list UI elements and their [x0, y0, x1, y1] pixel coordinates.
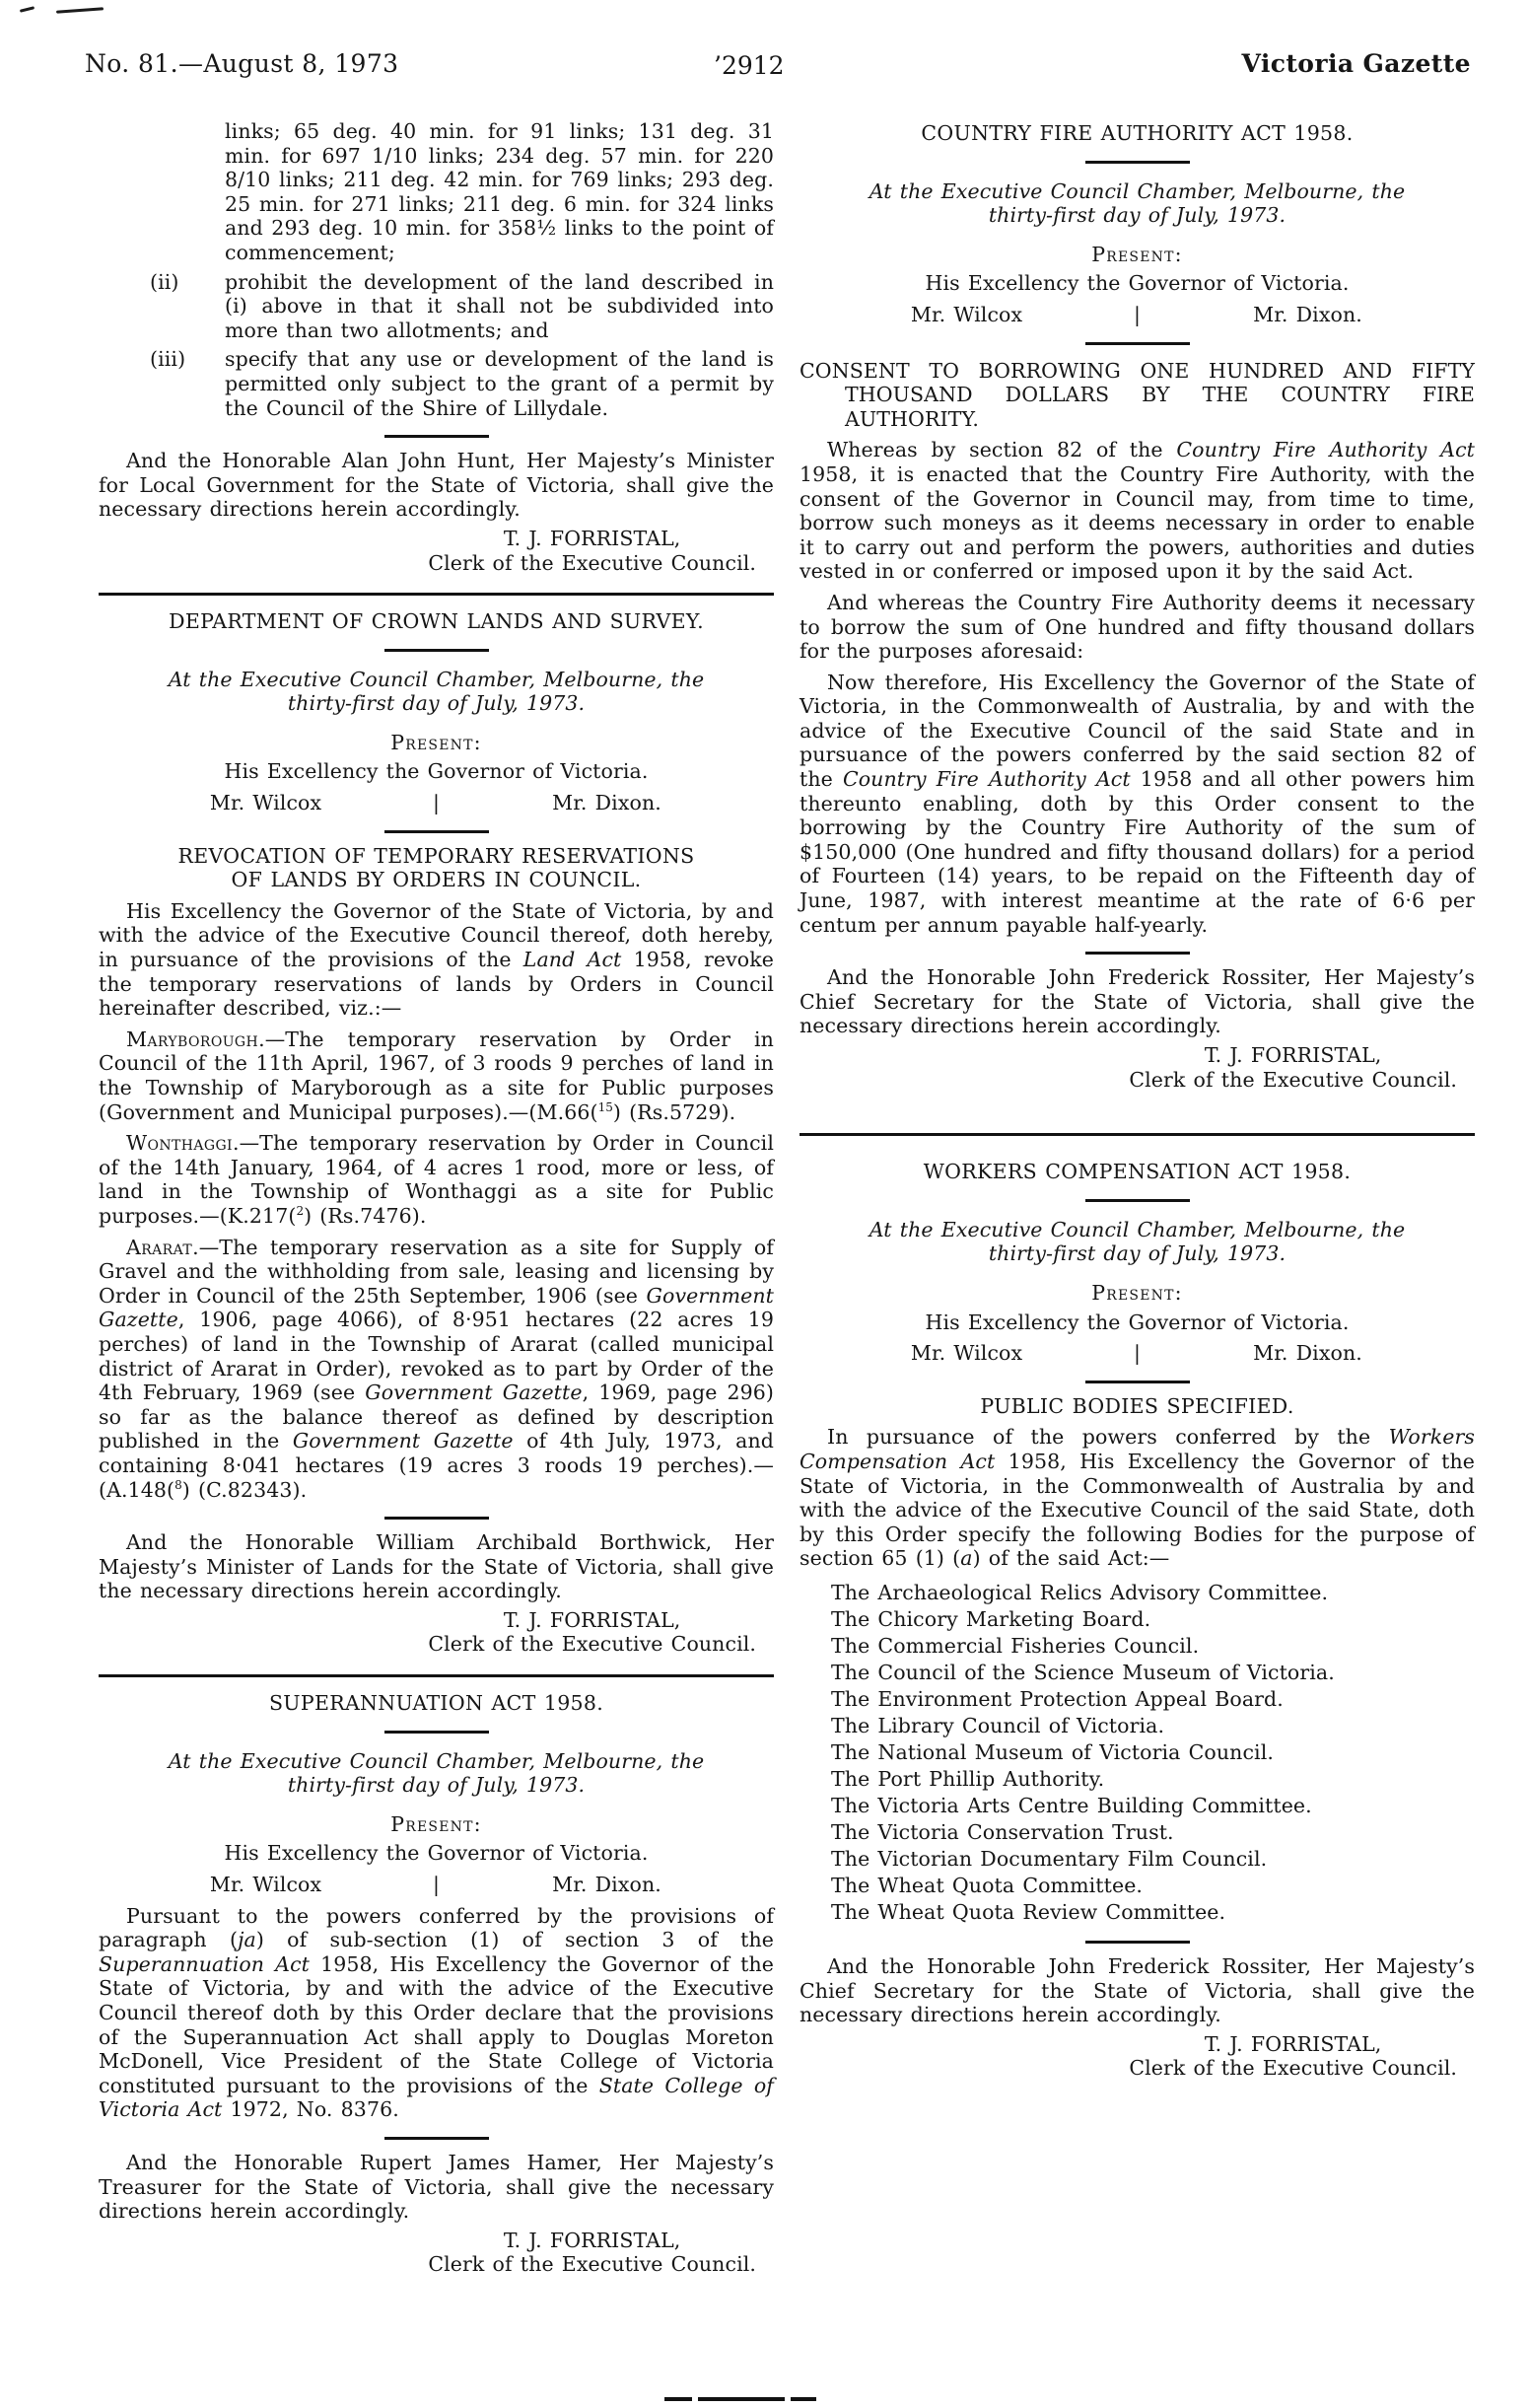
signature-title: Clerk of the Executive Council. — [428, 550, 756, 575]
signature-title: Clerk of the Executive Council. — [428, 2252, 756, 2277]
locality-name: Maryborough — [126, 1027, 259, 1051]
dateline — [99, 1749, 774, 1798]
signature-name: T. J. FORRISTAL, — [1204, 1043, 1382, 1067]
public-body-item: The Port Phillip Authority. — [831, 1766, 1105, 1791]
attendee-dixon: Mr. Dixon. — [1253, 302, 1362, 326]
text-run: , 1969, page 296) so far as the balance thereof as defined by description published in the — [99, 1381, 774, 1453]
present-line: His Excellency the Governor of Victoria. — [925, 1310, 1350, 1334]
italic-run: Superannuation Act — [99, 1951, 311, 1976]
italic-run: a — [960, 1546, 973, 1571]
dateline-line2: thirty-first day of July, 1973. — [988, 1241, 1287, 1266]
present-label: Present: — [1091, 1280, 1183, 1305]
superannuation-heading: SUPERANNUATION ACT 1958. — [268, 1691, 604, 1716]
public-body-item: The Council of the Science Museum of Victoria. — [831, 1660, 1335, 1684]
signature-name: T. J. FORRISTAL, — [1204, 2031, 1382, 2056]
revocation-intro-paragraph — [99, 899, 774, 1021]
hamer-direction-paragraph: And the Honorable Rupert James Hamer, Her Majesty’s Treasurer for the State of Victoria, shall give the necessary directions herein accordingly. — [99, 2150, 774, 2224]
hunt-direction-paragraph: And the Honorable Alan John Hunt, Her Majesty’s Minister for Local Government for the State of Victoria, shall give the necessary directions herein accordingly. — [99, 449, 774, 522]
dateline-line2: thirty-first day of July, 1973. — [287, 1773, 586, 1798]
text-run: 1958, revoke the temporary reservations of lands by Orders in Council hereinafter described, viz.:— — [99, 948, 774, 1021]
text-run: 1958, His Excellency the Governor of the State of Victoria, by and with the advice of the Executive Council thereof doth by this Order declare that the provisions of the Superannuation Act shall apply to Douglas Moreton McDonell, Vice President of the State College of Victoria constituted pursuant to the provisions of the — [99, 1951, 774, 2097]
signature-block — [800, 1043, 1475, 1092]
attendee-wilcox: Mr. Wilcox — [209, 1873, 322, 1897]
public-body-item: The Library Council of Victoria. — [831, 1713, 1165, 1737]
divider-short — [384, 830, 489, 833]
text-run: ) (Rs.7476). — [304, 1203, 427, 1228]
public-body-item: The Victoria Conservation Trust. — [831, 1819, 1174, 1844]
dateline — [800, 179, 1475, 228]
italic-run: Country Fire Authority Act — [1176, 438, 1475, 462]
present-label: Present: — [1091, 242, 1183, 266]
signature-block — [99, 1608, 774, 1657]
clause-ii-text: prohibit the development of the land described in (i) above in that it shall not be subdivided into more than two allotments; and — [225, 269, 774, 342]
present-label: Present: — [390, 730, 482, 754]
italic-run: Land Act — [522, 948, 622, 972]
wonthaggi-entry — [99, 1131, 774, 1228]
signature-block — [99, 527, 774, 575]
text-run: Whereas by section 82 of the — [827, 438, 1177, 462]
rossiter-direction-paragraph: And the Honorable John Frederick Rossiter, Her Majesty’s Chief Secretary for the State of Victoria, shall give the necessary directions herein accordingly. — [800, 965, 1475, 1038]
public-body-item: The Victoria Arts Centre Building Committee. — [831, 1793, 1312, 1817]
clause-iii — [150, 347, 774, 420]
crown-lands-heading: DEPARTMENT OF CROWN LANDS AND SURVEY. — [169, 609, 704, 634]
text-run: 1958, His Excellency the Governor of the State of Victoria, in the Commonwealth of Australia by and with the advice of the Executive Council of the said State, doth by this Order specify the following Bodies for the purpose of section 65 (1) ( — [800, 1449, 1475, 1571]
whereas-paragraph — [800, 438, 1475, 584]
signature-block — [99, 2229, 774, 2277]
superscript: 8 — [174, 1477, 182, 1492]
divider-short — [1085, 342, 1190, 345]
attendee-wilcox: Mr. Wilcox — [209, 791, 322, 815]
attendee-dixon: Mr. Dixon. — [552, 1873, 661, 1897]
survey-links-continuation: links; 65 deg. 40 min. for 91 links; 131 deg. 31 min. for 697 1/10 links; 234 deg. 57 min. for 220 8/10 links; 211 deg. 42 min. for 769 links; 293 deg. 25 min. for 271 links; 211 deg. 6 min. for 324 links and 293 deg. 10 min. for 358½ links to the point of commencement; — [225, 119, 774, 264]
public-body-item: The Chicory Marketing Board. — [831, 1606, 1151, 1631]
content-columns — [0, 78, 1530, 2277]
attendee-divider: | — [1134, 1341, 1142, 1366]
divider-short — [1085, 1199, 1190, 1202]
borthwick-direction-paragraph: And the Honorable William Archibald Borthwick, Her Majesty’s Minister of Lands for the State of Victoria, shall give the necessary directions herein accordingly. — [99, 1530, 774, 1603]
attendees-row — [800, 303, 1475, 327]
text-run: .—The temporary reservation by Order in Council of the 11th April, 1967, of 3 roods 9 perches of land in the Township of Maryborough as a site for Public purposes (Government and Municipal purposes).—(M.66( — [99, 1027, 774, 1124]
maryborough-entry — [99, 1027, 774, 1124]
signature-title: Clerk of the Executive Council. — [1129, 1067, 1457, 1092]
text-run: ) of sub-section (1) of section 3 of the — [255, 1928, 774, 1952]
ararat-entry — [99, 1236, 774, 1503]
locality-name: Wonthaggi — [126, 1131, 233, 1156]
signature-block — [800, 2032, 1475, 2081]
italic-run: State College of Victoria Act — [99, 2073, 774, 2122]
divider-short — [1085, 1381, 1190, 1383]
public-body-item: The Archaeological Relics Advisory Committee. — [831, 1580, 1329, 1604]
divider-short — [384, 649, 489, 652]
italic-run: Workers Compensation Act — [800, 1425, 1475, 1473]
attendee-divider: | — [1134, 302, 1142, 326]
superscript: 2 — [296, 1204, 305, 1219]
public-body-item: The Commercial Fisheries Council. — [831, 1633, 1200, 1658]
bottom-scan-dashes — [664, 2397, 816, 2401]
signature-name: T. J. FORRISTAL, — [503, 1607, 681, 1632]
public-body-item: The National Museum of Victoria Council. — [831, 1739, 1274, 1764]
text-run: 1958, it is enacted that the Country Fire Authority, with the consent of the Governor in Council may, from time to time, borrow such moneys as it deems necessary in order to enable it to carry out and perform the powers, authorities and duties vested in or conferred or imposed upon it by the said Act. — [800, 461, 1475, 584]
italic-run: Government Gazette — [99, 1283, 774, 1332]
now-therefore-paragraph — [800, 671, 1475, 938]
superannuation-order-paragraph — [99, 1904, 774, 2122]
page-header — [0, 0, 1530, 78]
section-divider — [99, 1674, 774, 1677]
divider-short — [384, 1731, 489, 1734]
issue-date: No. 81.—August 8, 1973 — [85, 49, 399, 78]
rossiter-direction-paragraph: And the Honorable John Frederick Rossiter, Her Majesty’s Chief Secretary for the State of Victoria, shall give the necessary directions herein accordingly. — [800, 1953, 1475, 2027]
attendee-wilcox: Mr. Wilcox — [910, 302, 1023, 326]
text-run: .—The temporary reservation by Order in Council of the 14th January, 1964, of 4 acres 1 rood, more or less, of land in the Township of Wonthaggi as a site for Public purposes.—(K.217( — [99, 1131, 774, 1228]
dateline — [99, 668, 774, 716]
workers-compensation-heading: WORKERS COMPENSATION ACT 1958. — [923, 1160, 1352, 1184]
present-line: His Excellency the Governor of Victoria. — [224, 1841, 649, 1866]
present-line: His Excellency the Governor of Victoria. — [925, 271, 1350, 296]
text-run: 1972, No. 8376. — [222, 2097, 399, 2122]
signature-title: Clerk of the Executive Council. — [428, 1632, 756, 1657]
dateline-line1: At the Executive Council Chamber, Melbourne, the — [168, 667, 705, 691]
left-column — [99, 119, 774, 2277]
publication-title: Victoria Gazette — [1241, 49, 1471, 78]
public-body-item: The Environment Protection Appeal Board. — [831, 1686, 1284, 1711]
dateline-line1: At the Executive Council Chamber, Melbourne, the — [168, 1748, 705, 1773]
public-bodies-intro — [800, 1425, 1475, 1571]
page-number: ’2912 — [714, 51, 785, 80]
attendee-dixon: Mr. Dixon. — [1253, 1341, 1362, 1366]
cfa-heading: COUNTRY FIRE AUTHORITY ACT 1958. — [921, 121, 1354, 145]
attendee-divider: | — [433, 1873, 441, 1897]
present-label: Present: — [390, 1811, 482, 1836]
dateline-line2: thirty-first day of July, 1973. — [287, 691, 586, 716]
italic-run: Government Gazette — [365, 1381, 583, 1405]
public-body-item: The Wheat Quota Committee. — [831, 1873, 1144, 1897]
dateline — [800, 1218, 1475, 1266]
divider-short — [1085, 1941, 1190, 1944]
italic-run: Government Gazette — [292, 1429, 514, 1453]
text-run: His Excellency the Governor of the State of Victoria, by and with the advice of the Executive Council thereof, doth hereby, in pursuance of the provisions of the — [99, 898, 774, 972]
text-run: , 1906, page 4066), of 8·951 hectares (22 acres 19 perches) of land in the Township of Ararat (called municipal district of Ararat in Order), revoked as to part by Order of the 4th February, 1969 (see — [99, 1308, 774, 1405]
and-whereas-paragraph: And whereas the Country Fire Authority deems it necessary to borrow the sum of One hundred and fifty thousand dollars for the purposes aforesaid: — [800, 590, 1475, 664]
clause-ii-label: (ii) — [150, 269, 179, 294]
text-run: ) (Rs.5729). — [612, 1099, 736, 1124]
consent-borrowing-heading: CONSENT TO BORROWING ONE HUNDRED AND FIFTY THOUSAND DOLLARS BY THE COUNTRY FIRE AUTHORITY. — [800, 358, 1475, 431]
text-run: 1958 and all other powers him thereunto enabling, doth by this Order consent to the borrowing by the Country Fire Authority of the sum of $150,000 (One hundred and fifty thousand dollars) for a period of Fourteen (14) years, to be repaid on the Fifteenth day of June, 1987, with interest meantime at the rate of 6·6 per centum per annum payable half-yearly. — [800, 767, 1475, 937]
italic-run: ja — [238, 1928, 256, 1952]
clause-ii — [150, 269, 774, 343]
revocation-heading: REVOCATION OF TEMPORARY RESERVATIONS OF LANDS BY ORDERS IN COUNCIL. — [177, 843, 695, 892]
attendees-row — [99, 791, 774, 815]
public-body-item: The Victorian Documentary Film Council. — [831, 1846, 1268, 1871]
divider-short — [384, 1517, 489, 1520]
text-run: In pursuance of the powers conferred by the — [827, 1425, 1389, 1450]
dateline-line1: At the Executive Council Chamber, Melbourne, the — [869, 1217, 1406, 1241]
italic-run: Country Fire Authority Act — [842, 767, 1131, 792]
divider-short — [1085, 952, 1190, 955]
attendee-wilcox: Mr. Wilcox — [910, 1341, 1023, 1366]
present-line: His Excellency the Governor of Victoria. — [224, 759, 649, 784]
clause-iii-text: specify that any use or development of the land is permitted only subject to the grant of a permit by the Council of the Shire of Lillydale. — [225, 347, 774, 420]
locality-name: Ararat — [126, 1235, 193, 1259]
divider-short — [384, 435, 489, 438]
superscript: 15 — [597, 1099, 613, 1114]
signature-name: T. J. FORRISTAL, — [503, 526, 681, 550]
text-run: ) of the said Act:— — [972, 1546, 1170, 1571]
attendee-dixon: Mr. Dixon. — [552, 791, 661, 815]
section-divider — [99, 593, 774, 596]
attendees-row — [99, 1873, 774, 1897]
right-column — [800, 119, 1475, 2081]
text-run: ) (C.82343). — [181, 1477, 308, 1502]
attendee-divider: | — [433, 791, 441, 815]
text-run: .—The temporary reservation as a site for Supply of Gravel and the withholding from sale, leasing and licensing by Order in Council of the 25th September, 1906 (see — [99, 1235, 774, 1308]
divider-short — [1085, 161, 1190, 164]
divider-short — [384, 2137, 489, 2140]
text-run: Now therefore, His Excellency the Governor of the State of Victoria, in the Commonwealth of Australia, by and with the advice of the Executive Council of the said State and in pursuance of the powers conferred by the said section 82 of the — [800, 670, 1475, 792]
clause-iii-label: (iii) — [150, 347, 186, 372]
dateline-line2: thirty-first day of July, 1973. — [988, 203, 1287, 228]
text-run: Pursuant to the powers conferred by the provisions of paragraph ( — [99, 1903, 774, 1952]
public-bodies-list — [831, 1580, 1475, 1926]
signature-title: Clerk of the Executive Council. — [1129, 2056, 1457, 2081]
public-body-item: The Wheat Quota Review Committee. — [831, 1899, 1226, 1924]
public-bodies-heading: PUBLIC BODIES SPECIFIED. — [980, 1393, 1294, 1418]
section-divider — [800, 1133, 1475, 1136]
attendees-row — [800, 1341, 1475, 1366]
dateline-line1: At the Executive Council Chamber, Melbourne, the — [869, 178, 1406, 203]
signature-name: T. J. FORRISTAL, — [503, 2228, 681, 2252]
text-run: of 4th July, 1973, and containing 8·041 hectares (19 acres 3 roods 19 perches).—(A.148( — [99, 1429, 775, 1502]
